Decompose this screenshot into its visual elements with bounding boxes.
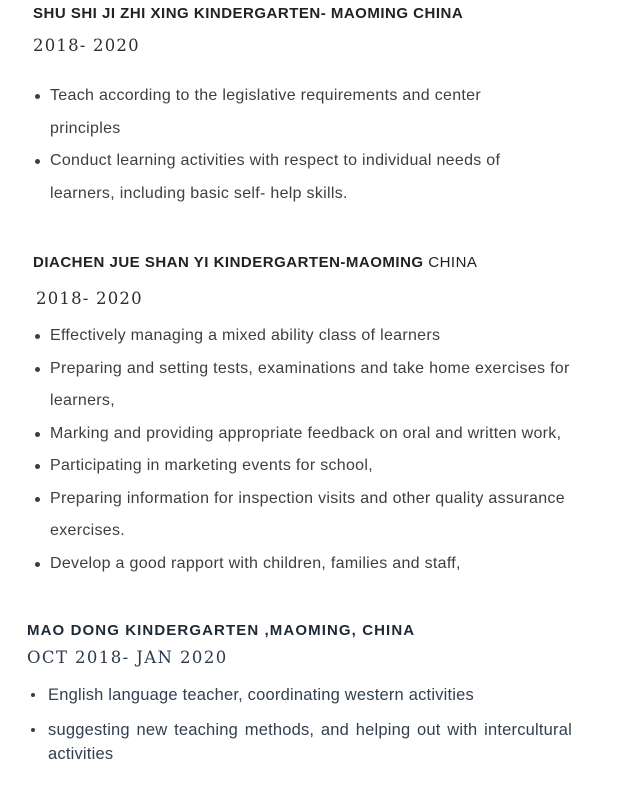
duty-item: Develop a good rapport with children, families and staff, — [33, 548, 573, 581]
duties-list — [33, 80, 538, 210]
employer-heading — [33, 252, 620, 274]
duty-item: Conduct learning activities with respect to individual needs of learners, including basic self- help skills. — [33, 145, 538, 210]
duty-item: Participating in marketing events for school, — [33, 450, 573, 483]
duty-item: Preparing and setting tests, examinations and take home exercises for learners, — [33, 353, 573, 418]
job-section-shu-shi-ji-zhi-xing — [33, 3, 620, 210]
employer-name: SHU SHI JI ZHI XING KINDERGARTEN- MAOMING CHINA — [33, 5, 464, 22]
employer-heading — [33, 3, 620, 25]
duty-item: suggesting new teaching methods, and helping out with intercultural activities — [27, 718, 572, 766]
employer-heading — [27, 620, 620, 642]
duty-item: Preparing information for inspection visits and other quality assurance exercises. — [33, 483, 573, 548]
duty-item: Teach according to the legislative requirements and center principles — [33, 80, 538, 145]
employment-dates: 2018- 2020 — [36, 289, 143, 308]
job-section-mao-dong — [27, 620, 620, 766]
employer-location: CHINA — [423, 254, 478, 271]
duties-list — [27, 683, 572, 766]
employer-name: MAO DONG KINDERGARTEN ,MAOMING, CHINA — [27, 622, 416, 639]
duty-item: Marking and providing appropriate feedback on oral and written work, — [33, 418, 573, 451]
employer-name: DIACHEN JUE SHAN YI KINDERGARTEN-MAOMING — [33, 254, 424, 271]
job-section-diachen-jue-shan-yi — [33, 252, 620, 580]
employment-dates: OCT 2018- JAN 2020 — [27, 648, 228, 667]
duty-item: English language teacher, coordinating western activities — [27, 683, 572, 707]
employment-dates: 2018- 2020 — [33, 36, 140, 55]
duty-item: Effectively managing a mixed ability class of learners — [33, 320, 573, 353]
duties-list — [33, 320, 573, 580]
